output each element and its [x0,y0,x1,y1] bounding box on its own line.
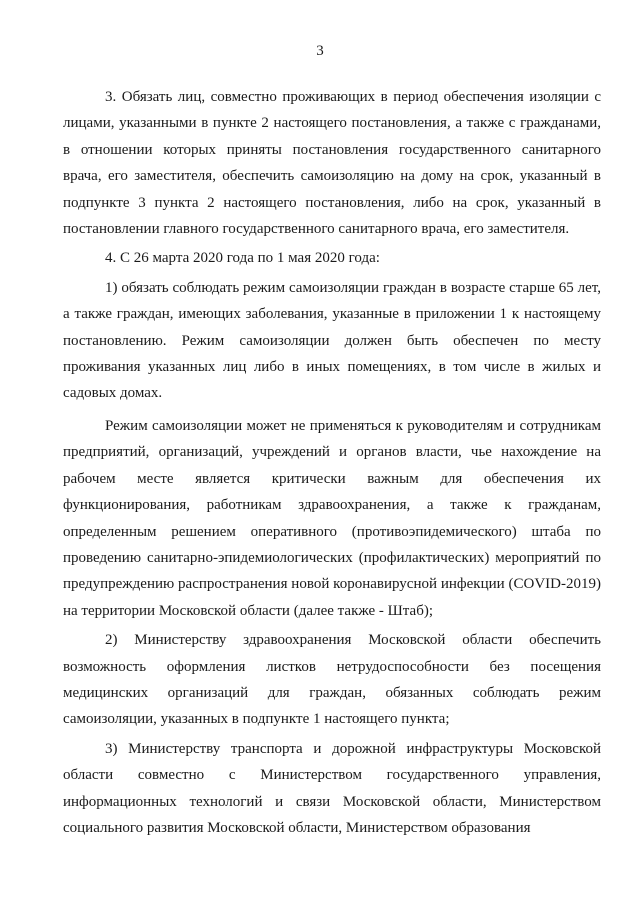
subparagraph-4-3: 3) Министерству транспорта и дорожной инфраструктуры Московской области совместно с Министерством государственного управления, информационных технологий и связи Московской области, Министерством социального развития Московской области, Министерством образования [63,740,601,836]
subparagraph-4-2: 2) Министерству здравоохранения Московской области обеспечить возможность оформления листков нетрудоспособности без посещения медицинских организаций для граждан, обязанных соблюдать режим самоизоляции, указанных в подпункте 1 настоящего пункта; [63,632,601,728]
page-number: 3 [316,43,324,59]
document-body [63,84,601,844]
subparagraph-4-1: 1) обязать соблюдать режим самоизоляции граждан в возрасте старше 65 лет, а также граждан, имеющих заболевания, указанные в приложении 1 к настоящему постановлению. Режим самоизоляции должен быть обеспечен по месту проживания указанных лиц либо в иных помещениях, в том числе в жилых и садовых домах. [63,279,601,402]
subparagraph-4-1-exceptions: Режим самоизоляции может не применяться к руководителям и сотрудникам предприятий, организаций, учреждений и органов власти, чье нахождение на рабочем месте является критически важным для обеспечения их функционирования, работникам здравоохранения, а также к гражданам, определенным решением оперативного (противоэпидемического) штаба по проведению санитарно-эпидемиологических (профилактических) мероприятий по предупреждению распространения новой коронавирусной инфекции (COVID-2019) на территории Московской области (далее также - Штаб); [63,417,601,619]
paragraph-3: 3. Обязать лиц, совместно проживающих в период обеспечения изоляции с лицами, указанными в пункте 2 настоящего постановления, а также с гражданами, в отношении которых приняты постановления государственного санитарного врача, его заместителя, обеспечить самоизоляцию на дому на срок, указанный в подпункте 3 пункта 2 настоящего постановления, либо на срок, указанный в постановлении главного государственного санитарного врача, его заместителя. [63,89,601,238]
paragraph-4-heading: 4. С 26 марта 2020 года по 1 мая 2020 года: [105,250,380,267]
